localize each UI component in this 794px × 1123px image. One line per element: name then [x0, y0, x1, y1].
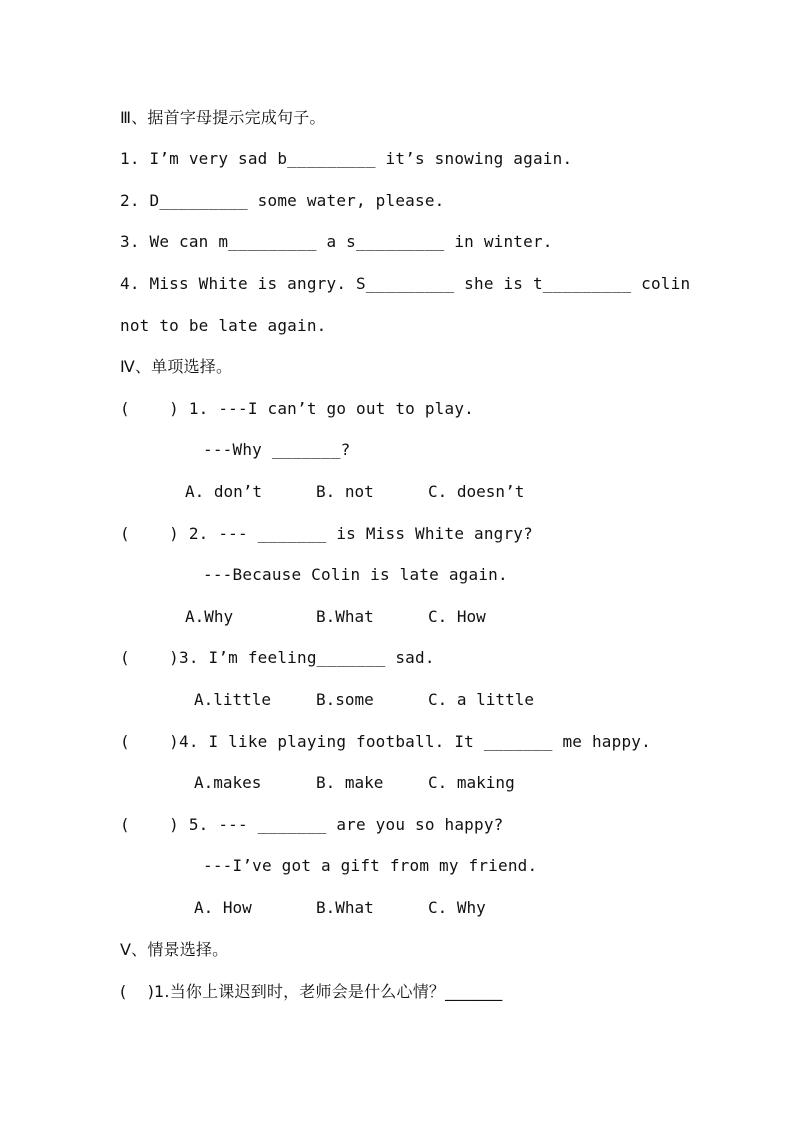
q2-option-b: B.What: [316, 607, 374, 626]
q1-reply: ---Why _______?: [203, 440, 351, 459]
q4-option-b: B. make: [316, 773, 384, 792]
q5-option-a: A. How: [194, 898, 252, 917]
section-5-q1: ( )1.当你上课迟到时，老师会是什么心情？_______: [120, 982, 503, 1001]
q1-stem: ( ) 1. ---I can’t go out to play.: [120, 399, 474, 418]
q2-stem: ( ) 2. --- _______ is Miss White angry?: [120, 524, 533, 543]
q5-option-c: C. Why: [428, 898, 486, 917]
section-3-heading: Ⅲ、据首字母提示完成句子。: [120, 108, 326, 127]
q2-reply: ---Because Colin is late again.: [203, 565, 508, 584]
section-5-heading: Ⅴ、情景选择。: [120, 940, 229, 959]
q4-option-a: A.makes: [194, 773, 262, 792]
q5-reply: ---I’ve got a gift from my friend.: [203, 856, 538, 875]
q5-option-b: B.What: [316, 898, 374, 917]
q3-option-b: B.some: [316, 690, 374, 709]
q3-option-a: A.little: [194, 690, 272, 709]
section-3-item-4-continued: not to be late again.: [120, 316, 327, 335]
section-3-item-2: 2. D_________ some water, please.: [120, 191, 445, 210]
q1-option-b: B. not: [316, 482, 374, 501]
q1-option-a: A. don’t: [185, 482, 263, 501]
section-3-item-3: 3. We can m_________ a s_________ in winter.: [120, 232, 553, 251]
q3-option-c: C. a little: [428, 690, 534, 709]
q5-stem: ( ) 5. --- _______ are you so happy?: [120, 815, 504, 834]
q2-option-c: C. How: [428, 607, 486, 626]
q1-option-c: C. doesn’t: [428, 482, 525, 501]
section-4-heading: Ⅳ、单项选择。: [120, 357, 233, 376]
section-3-item-4: 4. Miss White is angry. S_________ she is t_________ colin: [120, 274, 691, 293]
q2-option-a: A.Why: [185, 607, 234, 626]
q4-option-c: C. making: [428, 773, 515, 792]
q3-stem: ( )3. I’m feeling_______ sad.: [120, 648, 435, 667]
section-3-item-1: 1. I’m very sad b_________ it’s snowing again.: [120, 149, 573, 168]
q4-stem: ( )4. I like playing football. It _______ me happy.: [120, 732, 651, 751]
